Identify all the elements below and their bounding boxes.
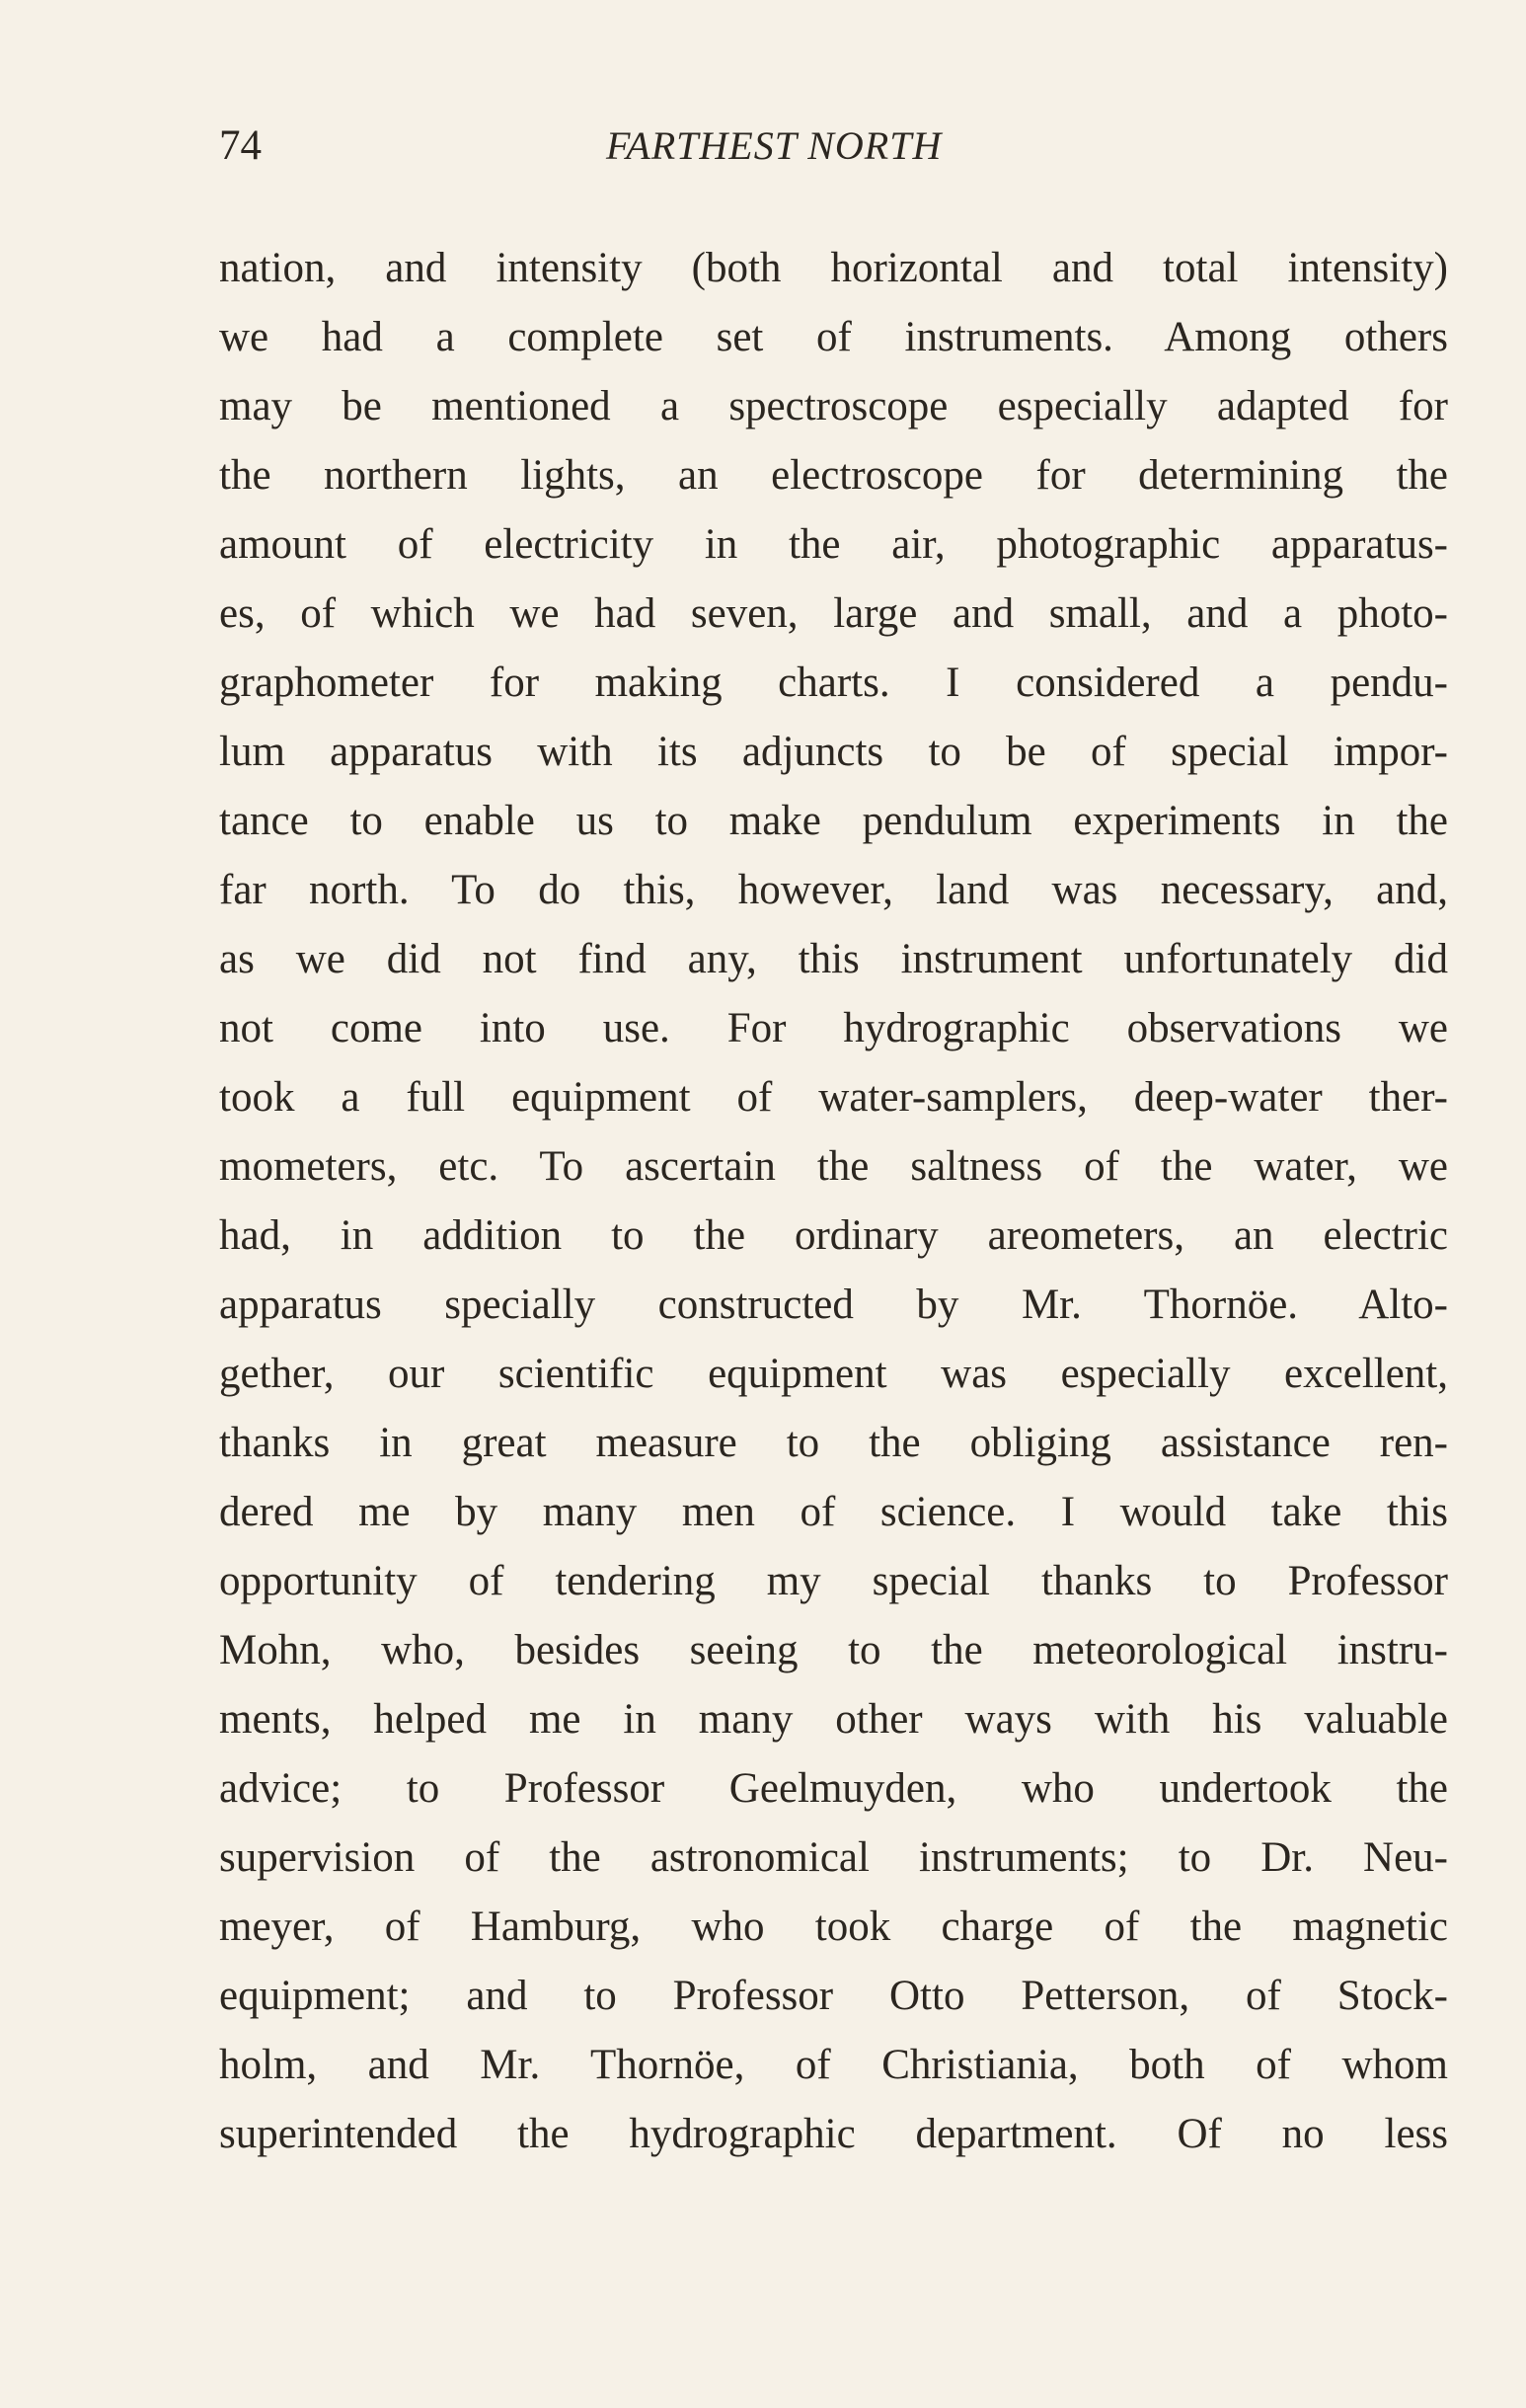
text-line: es, of which we had seven, large and small, and a photo-	[219, 590, 1448, 637]
text-line: far north. To do this, however, land was necessary, and,	[219, 867, 1448, 913]
text-line: dered me by many men of science. I would take this	[219, 1489, 1448, 1535]
text-line: amount of electricity in the air, photographic apparatus-	[219, 521, 1448, 568]
text-line: took a full equipment of water-samplers, deep-water ther-	[219, 1074, 1448, 1121]
text-line: not come into use. For hydrographic observations we	[219, 1005, 1448, 1051]
text-line: holm, and Mr. Thornöe, of Christiania, both of whom	[219, 2042, 1448, 2088]
text-line: mometers, etc. To ascertain the saltness of the water, we	[219, 1143, 1448, 1190]
text-line: ments, helped me in many other ways with his valuable	[219, 1696, 1448, 1743]
body-text	[219, 234, 1448, 2209]
text-line: supervision of the astronomical instruments; to Dr. Neu-	[219, 1834, 1448, 1881]
text-line: nation, and intensity (both horizontal and total intensity)	[219, 245, 1448, 291]
text-line: superintended the hydrographic department. Of no less	[219, 2111, 1448, 2157]
text-line: graphometer for making charts. I considered a pendu-	[219, 660, 1448, 706]
text-line: Mohn, who, besides seeing to the meteorological instru-	[219, 1627, 1448, 1673]
text-line: we had a complete set of instruments. Among others	[219, 314, 1448, 360]
text-line: thanks in great measure to the obliging assistance ren-	[219, 1420, 1448, 1466]
text-line: the northern lights, an electroscope for determining the	[219, 452, 1448, 499]
page-header	[219, 117, 1448, 176]
text-line: lum apparatus with its adjuncts to be of special impor-	[219, 729, 1448, 775]
text-line: apparatus specially constructed by Mr. Thornöe. Alto-	[219, 1282, 1448, 1328]
text-line: opportunity of tendering my special thanks to Professor	[219, 1558, 1448, 1604]
text-line: equipment; and to Professor Otto Petterson, of Stock-	[219, 1973, 1448, 2019]
text-line: meyer, of Hamburg, who took charge of the magnetic	[219, 1903, 1448, 1950]
text-line: may be mentioned a spectroscope especially adapted for	[219, 383, 1448, 429]
text-line: advice; to Professor Geelmuyden, who undertook the	[219, 1765, 1448, 1812]
running-head: FARTHEST NORTH	[606, 123, 943, 168]
text-line: gether, our scientific equipment was especially excellent,	[219, 1351, 1448, 1397]
page-number: 74	[219, 122, 262, 169]
text-line: had, in addition to the ordinary areometers, an electric	[219, 1212, 1448, 1259]
text-line: tance to enable us to make pendulum experiments in the	[219, 798, 1448, 844]
text-line: as we did not find any, this instrument unfortunately did	[219, 936, 1448, 982]
